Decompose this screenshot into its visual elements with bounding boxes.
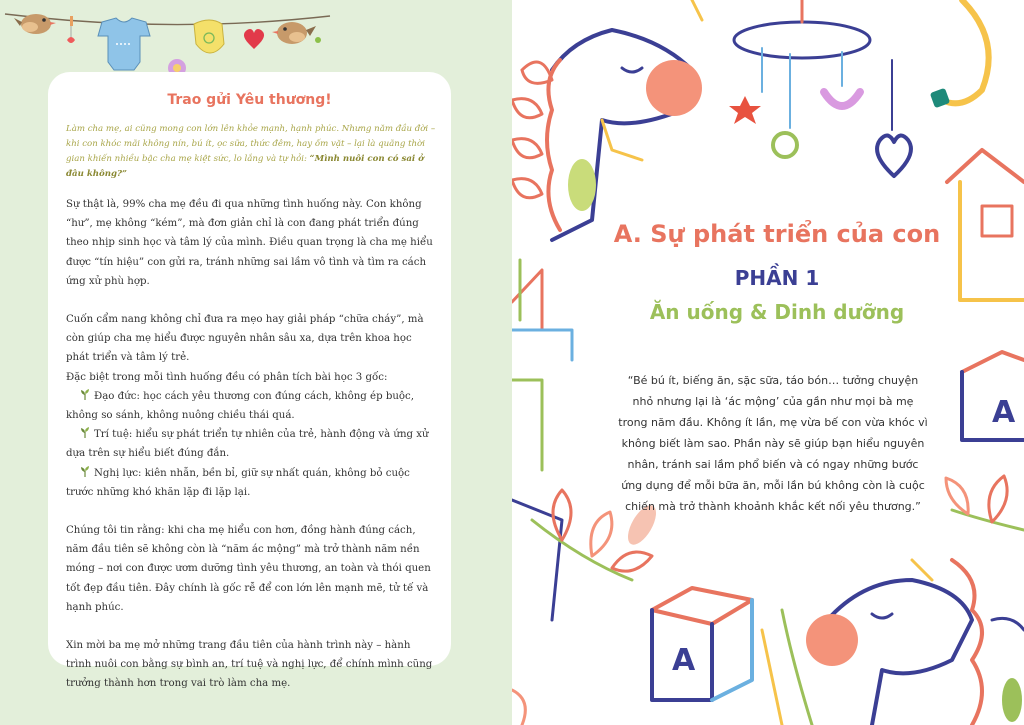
bird-icon bbox=[272, 22, 321, 44]
moon-icon bbox=[942, 0, 989, 103]
paragraph-4: Chúng tôi tin rằng: khi cha mẹ hiểu con hơn, đồng hành đúng cách, năm đầu tiên sẽ không còn là “năm ác mộng” mà trở thành năm nền móng – nơi con được ươm dưỡng tình yêu thương, an toàn và thói quen tốt đẹp đầu tiên. Đây chính là gốc rễ để con lớn lên mạnh mẽ, tử tế và hạnh phúc. bbox=[66, 525, 431, 613]
paragraph-2: Cuốn cẩm nang không chỉ đưa ra mẹo hay giải pháp “chữa cháy”, mà còn giúp cha mẹ hiểu được nguyên nhân sâu xa, dựa trên khoa học phát triển và tâm lý trẻ. bbox=[66, 314, 424, 364]
intro-body: Làm cha mẹ, ai cũng mong con lớn lên khỏe mạnh, hạnh phúc. Nhưng năm đầu đời – khi con khóc mãi không nín, bú ít, ọc sữa, thức đêm, hay ốm vặt – lại là quãng thời gian khiến nhiều bậc cha mẹ kiệt sức, lo lắng và tự hỏi: bbox=[66, 124, 436, 164]
block-letter: A bbox=[672, 643, 696, 678]
body-text bbox=[66, 195, 438, 713]
paragraph-5: Xin mời ba mẹ mở những trang đầu tiên của hành trình này – hành trình nuôi con bằng sự bình an, trí tuệ và nghị lực, để chính mình cũng trưởng thành hơn trong vai trò làm cha mẹ. bbox=[66, 640, 433, 690]
onesie-icon bbox=[98, 18, 150, 70]
right-page bbox=[512, 0, 1024, 725]
horse-head-icon bbox=[762, 560, 1024, 725]
bullet-ethics: Đạo đức: học cách yêu thương con đúng cách, không ép buộc, không so sánh, không nuông chiều thái quá. bbox=[66, 390, 415, 422]
sprout-icon bbox=[80, 466, 90, 477]
paragraph-3: Đặc biệt trong mỗi tình huống đều có phân tích bài học 3 gốc: bbox=[66, 371, 388, 383]
intro-text bbox=[66, 122, 438, 182]
leaf-branch-icon bbox=[946, 476, 1024, 530]
intro-question: “Mình nuôi con có sai ở đâu không?” bbox=[66, 154, 424, 179]
part-topic: Ăn uống & Dinh dưỡng bbox=[649, 300, 905, 324]
section-title: A. Sự phát triển của con bbox=[613, 220, 941, 248]
part-number: PHẦN 1 bbox=[734, 266, 820, 290]
alphabet-block-icon bbox=[652, 588, 752, 700]
bullet-wisdom: Trí tuệ: hiểu sự phát triển tự nhiên của trẻ, hành động và ứng xử dựa trên sự hiểu biết đúng đắn. bbox=[66, 429, 429, 460]
horse-head-icon bbox=[512, 30, 702, 240]
bullet-perseverance: Nghị lực: kiên nhẫn, bền bỉ, giữ sự nhất quán, không bỏ cuộc trước những khó khăn lặp đi lặp lại. bbox=[66, 467, 410, 498]
bib-icon bbox=[194, 20, 224, 53]
heart-icon bbox=[244, 29, 264, 49]
chapter-quote: “Bé bú ít, biếng ăn, sặc sữa, táo bón… tưởng chuyện nhỏ nhưng lại là ‘ác mộng’ của gần như mọi bà mẹ trong năm đầu. Không ít lần, mẹ vừa bế con vừa khóc vì không biết làm sao. Phần này sẽ giúp bạn hiểu nguyên nhân, tránh sai lầm phổ biến và có ngay những bước ứng dụng để mỗi bữa ăn, mỗi lần bú không còn là cuộc chiến mà trở thành khoảnh khắc kết nối yêu thương.” bbox=[618, 374, 928, 513]
baby-mobile-icon bbox=[692, 0, 911, 176]
block-letter: A bbox=[992, 395, 1016, 430]
bird-icon bbox=[14, 14, 56, 34]
house-icon bbox=[947, 150, 1024, 300]
intro-card bbox=[48, 72, 451, 690]
card-title: Trao gửi Yêu thương! bbox=[167, 92, 332, 108]
sprout-icon bbox=[80, 427, 90, 438]
paragraph-1: Sự thật là, 99% cha mẹ đều đi qua những tình huống này. Con không “hư”, mẹ không “kém”, mà đơn giản chỉ là con đang phát triển đúng theo nhịp sinh học và tâm lý của mình. Điều quan trọng là cha mẹ hiểu được “tín hiệu” con gửi ra, tránh những sai lầm vô tình và tìm ra cách ứng xử phù hợp. bbox=[66, 199, 433, 287]
sprout-icon bbox=[80, 389, 90, 400]
nursery-doodles-illustration bbox=[512, 0, 1024, 725]
alphabet-block-icon bbox=[962, 352, 1024, 440]
